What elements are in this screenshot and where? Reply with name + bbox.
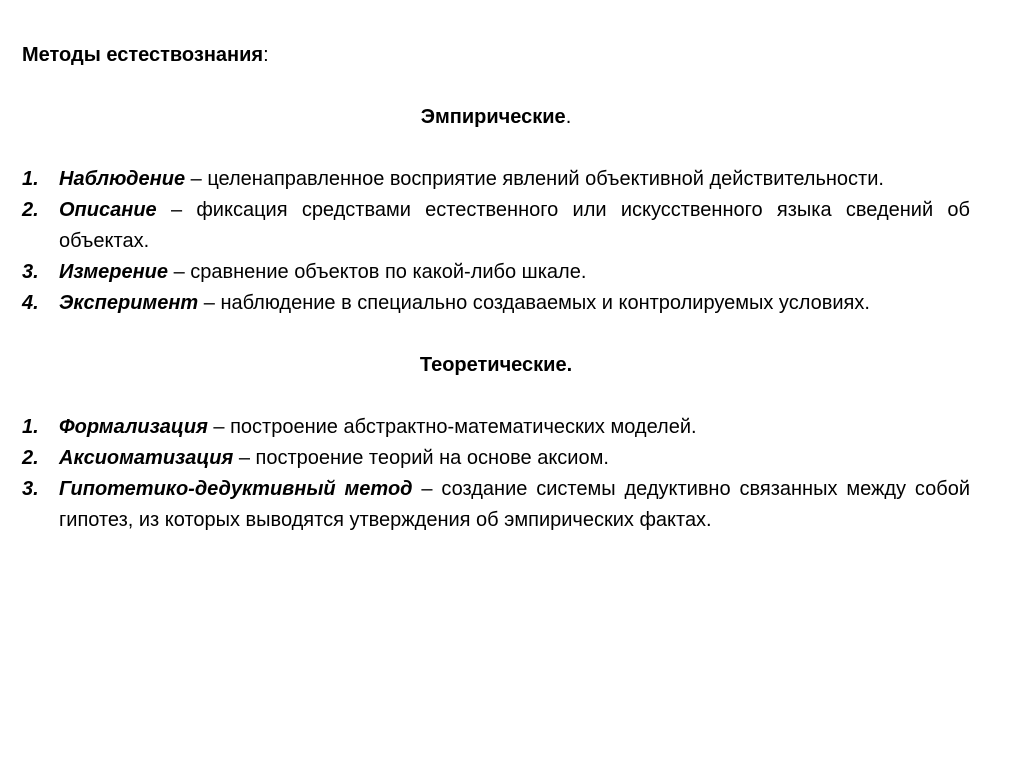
- method-term: Эксперимент: [59, 292, 199, 314]
- method-definition: – построение теорий на основе аксиом.: [233, 447, 609, 469]
- slide-title: [22, 40, 970, 71]
- spacer: [22, 381, 970, 412]
- theoretical-methods-list: [22, 412, 970, 536]
- list-item: [22, 443, 970, 474]
- empirical-heading-suffix: .: [565, 106, 572, 128]
- list-item: [22, 195, 970, 257]
- empirical-methods-list: [22, 164, 970, 319]
- list-item: [22, 474, 970, 536]
- list-item-number: 4.: [22, 292, 39, 314]
- method-definition: – сравнение объектов по какой-либо шкале.: [168, 261, 587, 283]
- list-item-number: 1.: [22, 168, 39, 190]
- theoretical-heading: [22, 350, 970, 381]
- empirical-heading-text: Эмпирические: [420, 106, 566, 128]
- slide-title-suffix: :: [263, 44, 269, 66]
- method-definition: – построение абстрактно-математических моделей.: [207, 416, 697, 438]
- spacer: [22, 71, 970, 102]
- method-term: Измерение: [59, 261, 169, 283]
- method-term: Наблюдение: [59, 168, 186, 190]
- method-definition: – целенаправленное восприятие явлений объективной действительности.: [185, 168, 884, 190]
- method-definition: – создание системы дедуктивно связанных между собой гипотез, из которых выводятся утверждения об эмпирических фактах.: [59, 478, 970, 531]
- list-item-number: 3.: [22, 261, 39, 283]
- theoretical-heading-text: Теоретические.: [419, 354, 573, 376]
- method-term: Аксиоматизация: [59, 447, 234, 469]
- list-item: [22, 288, 970, 319]
- list-item: [22, 164, 970, 195]
- list-item-number: 1.: [22, 416, 39, 438]
- slide-title-text: Методы естествознания: [22, 44, 264, 66]
- method-definition: – наблюдение в специально создаваемых и контролируемых условиях.: [198, 292, 870, 314]
- list-item: [22, 257, 970, 288]
- empirical-heading: [22, 102, 970, 133]
- list-item-number: 2.: [22, 199, 39, 221]
- list-item-number: 2.: [22, 447, 39, 469]
- method-definition: – фиксация средствами естественного или искусственного языка сведений об объектах.: [59, 199, 970, 252]
- method-term: Гипотетико-дедуктивный метод: [59, 478, 413, 500]
- spacer: [22, 319, 970, 350]
- method-term: Формализация: [59, 416, 208, 438]
- slide-content: [22, 40, 970, 536]
- method-term: Описание: [59, 199, 157, 221]
- spacer: [22, 133, 970, 164]
- list-item-number: 3.: [22, 478, 39, 500]
- list-item: [22, 412, 970, 443]
